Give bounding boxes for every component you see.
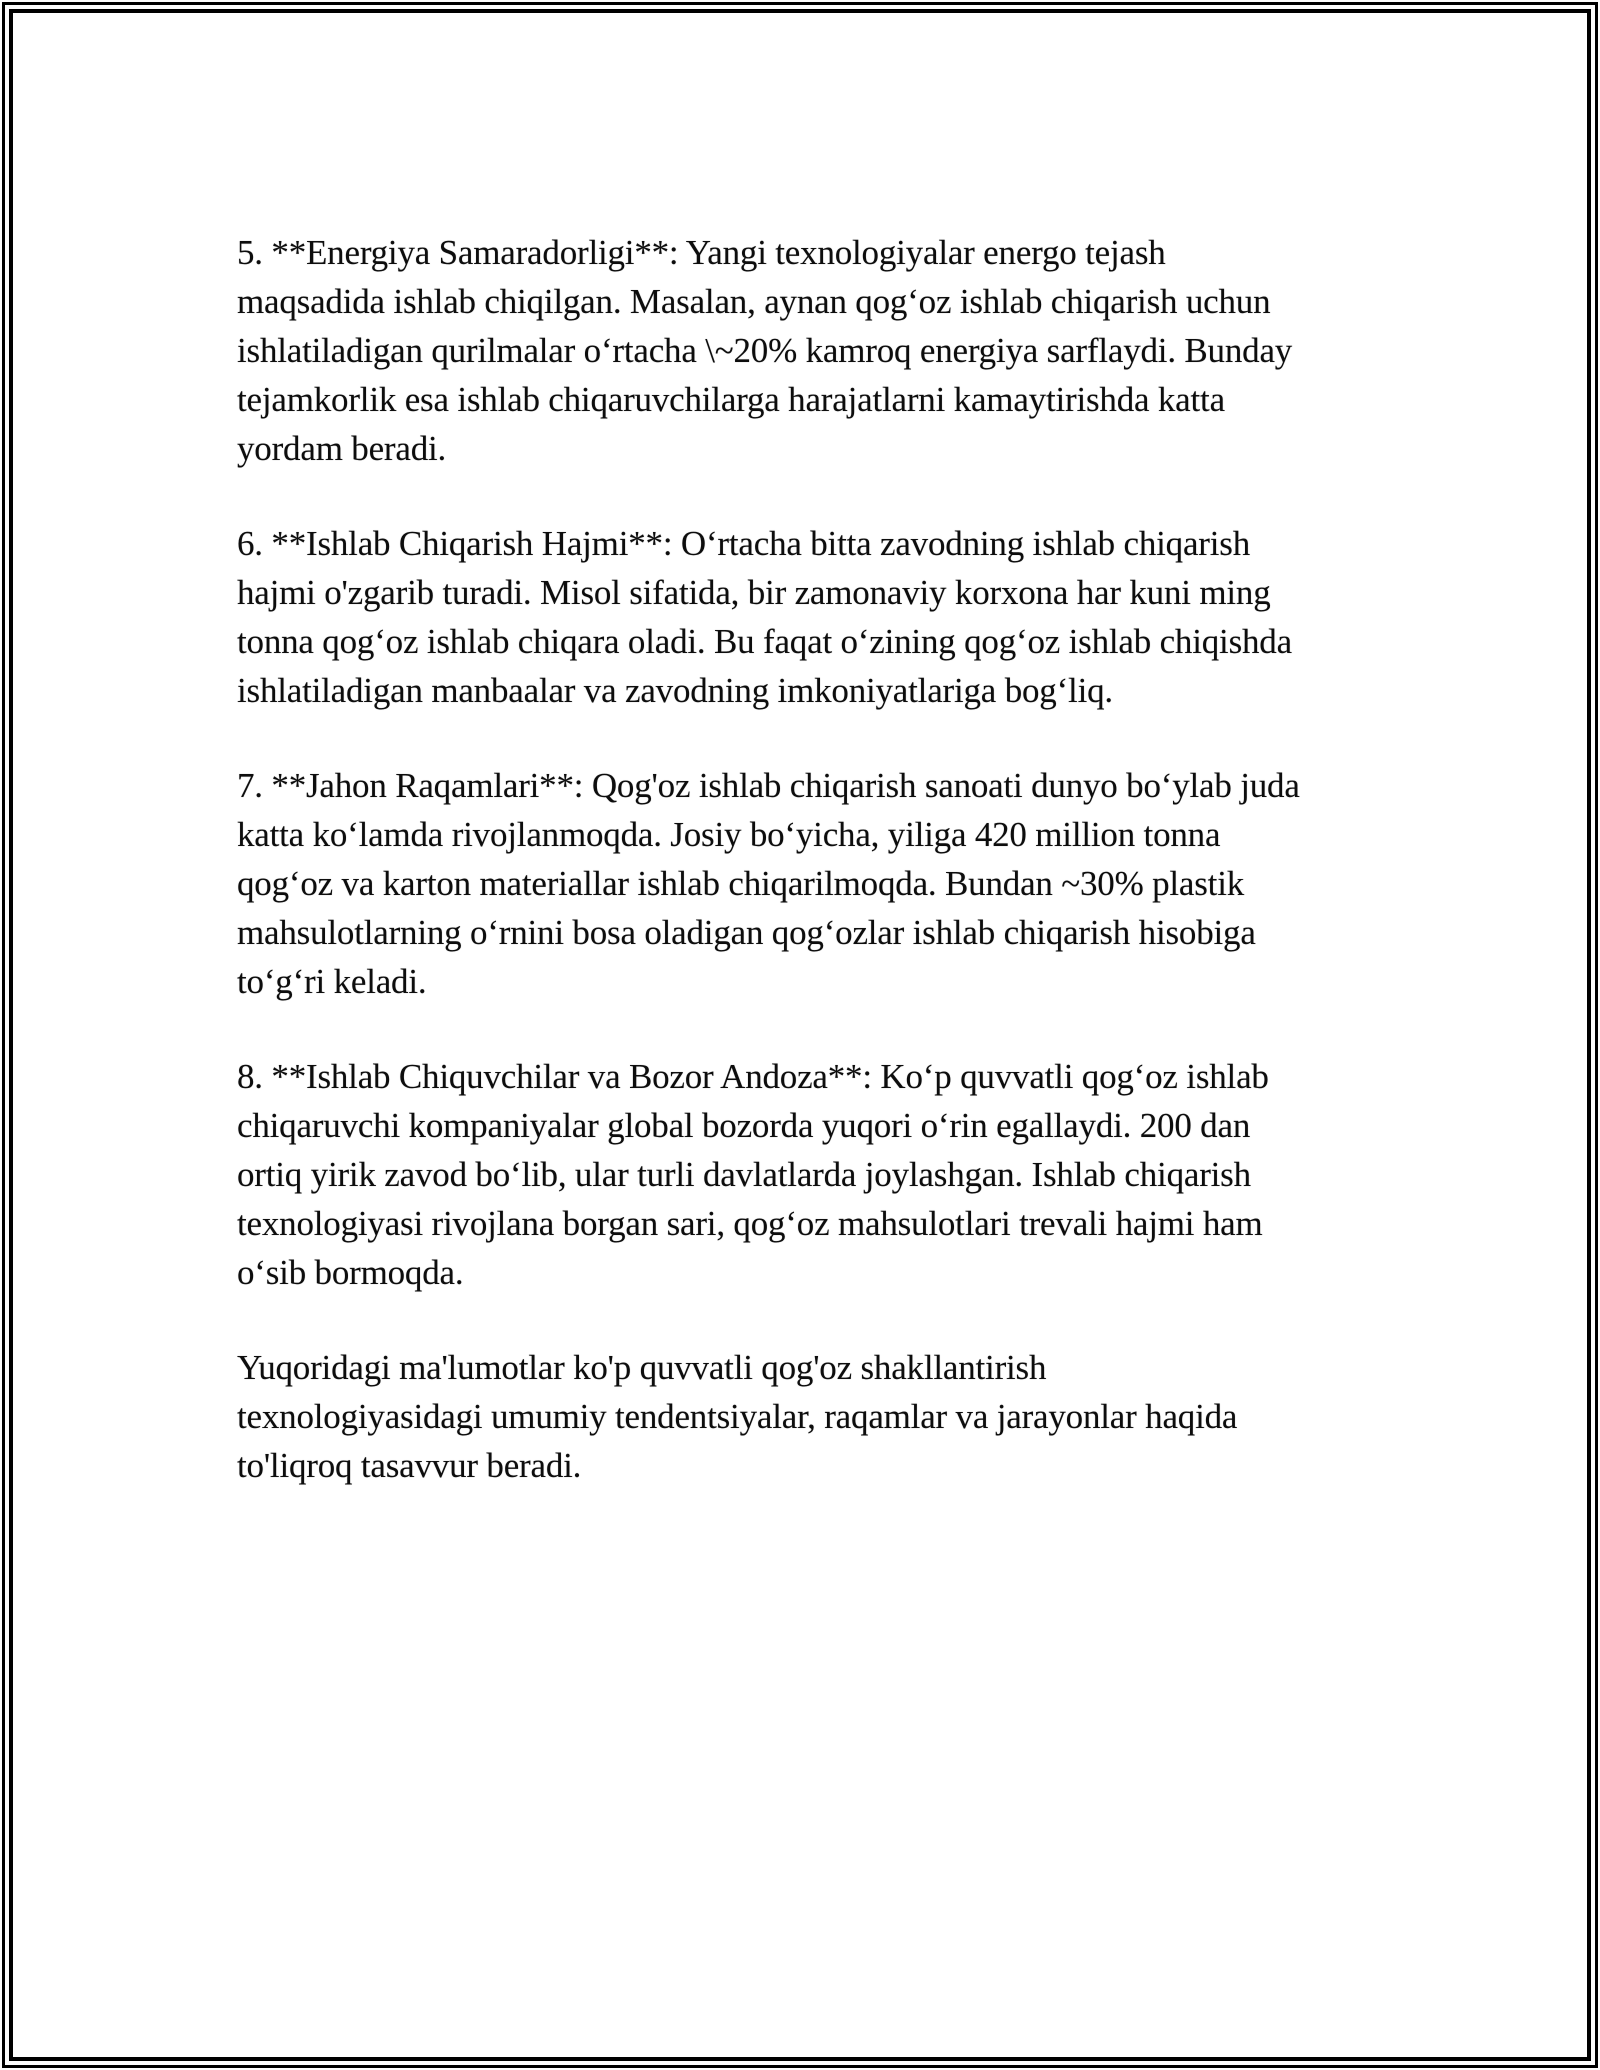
paragraph-line: 5. **Energiya Samaradorligi**: Yangi texnologiyalar energo tejash bbox=[237, 233, 1166, 272]
document-body bbox=[237, 228, 1417, 1536]
paragraph-line: to‘g‘ri keladi. bbox=[237, 962, 427, 1001]
paragraph-line: 6. **Ishlab Chiqarish Hajmi**: O‘rtacha bitta zavodning ishlab chiqarish bbox=[237, 524, 1251, 563]
paragraph-line: ishlatiladigan manbaalar va zavodning imkoniyatlariga bog‘liq. bbox=[237, 671, 1113, 710]
paragraph-line: katta ko‘lamda rivojlanmoqda. Josiy bo‘yicha, yiliga 420 million tonna bbox=[237, 815, 1221, 854]
paragraph-ishlab-chiquvchilar-va-bozor-andoza bbox=[237, 1052, 1417, 1297]
paragraph-line: texnologiyasidagi umumiy tendentsiyalar, raqamlar va jarayonlar haqida bbox=[237, 1397, 1238, 1436]
paragraph-ishlab-chiqarish-hajmi bbox=[237, 519, 1417, 715]
paragraph-line: mahsulotlarning o‘rnini bosa oladigan qog‘ozlar ishlab chiqarish hisobiga bbox=[237, 913, 1256, 952]
paragraph-energiya-samaradorligi bbox=[237, 228, 1417, 473]
paragraph-line: tonna qog‘oz ishlab chiqara oladi. Bu faqat o‘zining qog‘oz ishlab chiqishda bbox=[237, 622, 1292, 661]
paragraph-closing-summary bbox=[237, 1343, 1417, 1490]
paragraph-line: 7. **Jahon Raqamlari**: Qog'oz ishlab chiqarish sanoati dunyo bo‘ylab juda bbox=[237, 766, 1300, 805]
paragraph-line: texnologiyasi rivojlana borgan sari, qog‘oz mahsulotlari trevali hajmi ham bbox=[237, 1204, 1263, 1243]
paragraph-line: qog‘oz va karton materiallar ishlab chiqarilmoqda. Bundan ~30% plastik bbox=[237, 864, 1245, 903]
paragraph-line: o‘sib bormoqda. bbox=[237, 1253, 464, 1292]
paragraph-line: hajmi o'zgarib turadi. Misol sifatida, bir zamonaviy korxona har kuni ming bbox=[237, 573, 1271, 612]
paragraph-jahon-raqamlari bbox=[237, 761, 1417, 1006]
paragraph-line: ortiq yirik zavod bo‘lib, ular turli davlatlarda joylashgan. Ishlab chiqarish bbox=[237, 1155, 1251, 1194]
paragraph-line: ishlatiladigan qurilmalar o‘rtacha \~20% kamroq energiya sarflaydi. Bunday bbox=[237, 331, 1293, 370]
paragraph-line: Yuqoridagi ma'lumotlar ko'p quvvatli qog'oz shakllantirish bbox=[237, 1348, 1047, 1387]
paragraph-line: to'liqroq tasavvur beradi. bbox=[237, 1446, 582, 1485]
paragraph-line: maqsadida ishlab chiqilgan. Masalan, aynan qog‘oz ishlab chiqarish uchun bbox=[237, 282, 1271, 321]
paragraph-line: yordam beradi. bbox=[237, 429, 447, 468]
paragraph-line: chiqaruvchi kompaniyalar global bozorda yuqori o‘rin egallaydi. 200 dan bbox=[237, 1106, 1251, 1145]
paragraph-line: 8. **Ishlab Chiquvchilar va Bozor Andoza**: Ko‘p quvvatli qog‘oz ishlab bbox=[237, 1057, 1269, 1096]
paragraph-line: tejamkorlik esa ishlab chiqaruvchilarga harajatlarni kamaytirishda katta bbox=[237, 380, 1225, 419]
